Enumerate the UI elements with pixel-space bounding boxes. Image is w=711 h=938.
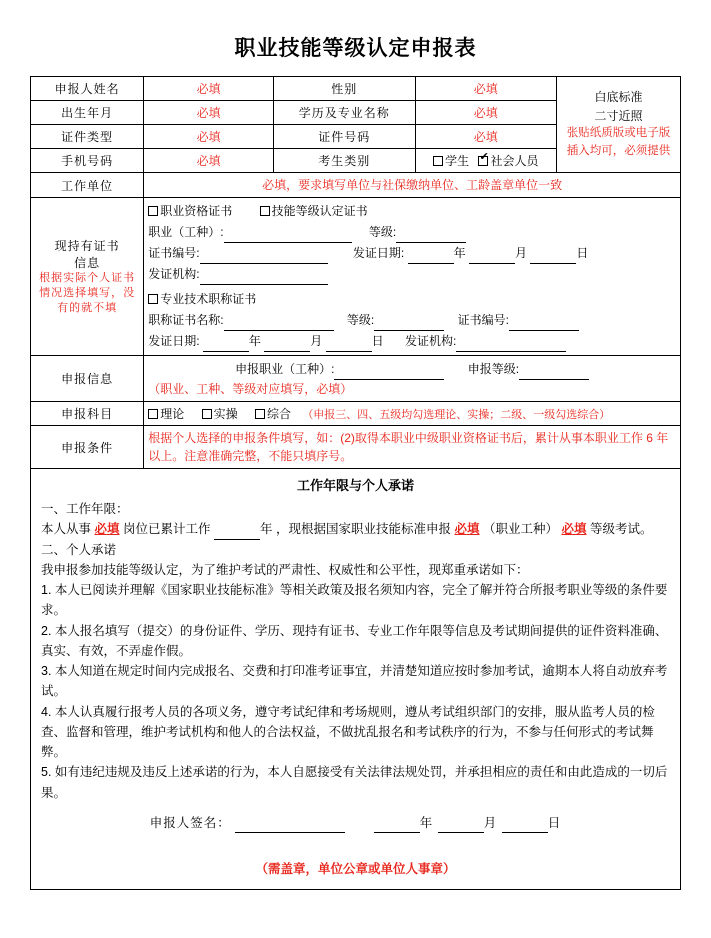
apply-condition-note[interactable]: 根据个人选择的申报条件填写，如：(2)取得本职业中级职业资格证书后，累计从事本职业工作 6 年以上。注意准确完整，不能只填序号。 bbox=[144, 426, 681, 469]
label-cert-issue-org: 发证机构: bbox=[148, 267, 200, 281]
photo-line1: 白底标准 bbox=[594, 90, 643, 105]
input-cert-issue-year[interactable] bbox=[408, 251, 454, 264]
label-title-issue-date: 发证日期: bbox=[148, 334, 200, 348]
label-birth: 出生年月 bbox=[31, 101, 144, 125]
apply-occupation-row bbox=[148, 359, 676, 380]
label-title-cert-name: 职称证书名称: bbox=[148, 313, 224, 327]
input-apply-level[interactable] bbox=[519, 367, 589, 380]
commitment-item-1: 1. 本人已阅读并理解《国家职业技能标准》等相关政策及报名须知内容，完全了解并符合所报考职业等级的条件要求。 bbox=[41, 583, 668, 618]
work-years-text-d: （职业工种） bbox=[483, 522, 559, 537]
checkbox-icon-theory[interactable] bbox=[148, 409, 158, 419]
input-title-issue-month[interactable] bbox=[264, 339, 310, 352]
value-id-type[interactable]: 必填 bbox=[144, 125, 274, 149]
input-work-years[interactable] bbox=[214, 527, 260, 540]
work-years-heading: 一、工作年限： bbox=[41, 502, 129, 517]
label-cert-info-note: 根据实际个人证书情况选择填写，没有的就不填 bbox=[39, 272, 136, 314]
unit-month: 月 bbox=[514, 246, 527, 260]
cert-number-row bbox=[148, 243, 676, 264]
apply-subject-note: （申报三、四、五级均勾选理论、实操；二级、一级勾选综合） bbox=[302, 409, 611, 421]
cert-info-block bbox=[144, 198, 681, 356]
value-name[interactable]: 必填 bbox=[144, 77, 274, 101]
checkbox-social[interactable] bbox=[478, 154, 538, 168]
checkbox-icon-comprehensive[interactable] bbox=[255, 409, 265, 419]
unit-month-2: 月 bbox=[310, 334, 323, 348]
input-cert-issue-org[interactable] bbox=[200, 272, 328, 285]
table-row-work-unit bbox=[31, 173, 681, 198]
checkbox-label-social: 社会人员 bbox=[490, 154, 539, 168]
label-gender: 性别 bbox=[273, 77, 415, 101]
value-education[interactable]: 必填 bbox=[415, 101, 557, 125]
photo-note: 张贴纸质版或电子版插入均可，必须提供 bbox=[566, 127, 671, 158]
input-cert-issue-day[interactable] bbox=[530, 251, 576, 264]
work-years-text-a: 本人从事 bbox=[41, 522, 92, 537]
checkbox-icon-social-checked[interactable] bbox=[478, 156, 488, 166]
checkbox-icon-student[interactable] bbox=[433, 156, 443, 166]
checkbox-label-theory: 理论 bbox=[160, 407, 185, 421]
work-years-text-e: 等级考试。 bbox=[590, 522, 653, 537]
table-row-cert-info bbox=[31, 198, 681, 356]
page-title: 职业技能等级认定申报表 bbox=[234, 36, 477, 60]
commitment-section bbox=[30, 469, 681, 890]
label-cert-issue-date: 发证日期: bbox=[352, 246, 405, 260]
apply-info-note: （职业、工种、等级对应填写，必填） bbox=[148, 382, 353, 396]
checkbox-student[interactable] bbox=[433, 154, 469, 168]
input-title-cert-name[interactable] bbox=[224, 318, 334, 331]
checkbox-icon-skill[interactable] bbox=[260, 206, 270, 216]
title-cert-date-row bbox=[148, 331, 676, 352]
checkbox-icon-practice[interactable] bbox=[202, 409, 212, 419]
input-title-level[interactable] bbox=[374, 318, 444, 331]
sign-unit-day: 日 bbox=[547, 815, 562, 830]
label-title-level: 等级: bbox=[346, 313, 375, 327]
label-cert-info-main: 现持有证书 bbox=[54, 239, 120, 254]
input-title-issue-org[interactable] bbox=[456, 339, 566, 352]
sign-unit-year: 年 bbox=[419, 815, 434, 830]
input-cert-issue-month[interactable] bbox=[469, 251, 515, 264]
photo-cell bbox=[557, 77, 681, 173]
value-gender[interactable]: 必填 bbox=[415, 77, 557, 101]
value-id-number[interactable]: 必填 bbox=[415, 125, 557, 149]
checkbox-theory[interactable] bbox=[148, 407, 184, 421]
unit-day-2: 日 bbox=[371, 334, 384, 348]
checkbox-label-vocational: 职业资格证书 bbox=[160, 204, 233, 218]
checkbox-label-practice: 实操 bbox=[213, 407, 238, 421]
checkbox-label-professional-title: 专业技术职称证书 bbox=[160, 292, 257, 306]
label-candidate-type: 考生类别 bbox=[273, 149, 415, 173]
input-apply-occupation[interactable] bbox=[334, 367, 444, 380]
label-id-type: 证件类型 bbox=[31, 125, 144, 149]
unit-year: 年 bbox=[453, 246, 466, 260]
label-work-unit: 工作单位 bbox=[31, 173, 144, 198]
label-cert-occupation: 职业（工种）: bbox=[148, 225, 224, 239]
cert-issue-org-row bbox=[148, 264, 676, 285]
signature-label: 申报人签名： bbox=[149, 815, 231, 830]
label-education: 学历及专业名称 bbox=[273, 101, 415, 125]
work-years-fill-1[interactable]: 必填 bbox=[94, 522, 120, 537]
input-cert-number[interactable] bbox=[200, 251, 328, 264]
work-years-unit: 年 bbox=[260, 522, 273, 537]
checkbox-label-skill: 技能等级认定证书 bbox=[271, 204, 368, 218]
title-cert-option-row bbox=[148, 289, 676, 310]
input-sign-day[interactable] bbox=[502, 820, 548, 833]
photo-line2: 二寸近照 bbox=[594, 108, 643, 123]
signature-row bbox=[41, 813, 670, 833]
checkbox-label-comprehensive: 综合 bbox=[266, 407, 291, 421]
commitment-item-4: 4. 本人认真履行报考人员的各项义务，遵守考试纪律和考场规则，遵从考试组织部门的安排，服从监考人员的检查、监督和管理，维护考试机构和他人的合法权益，不做扰乱报名和考试秩序的行为，不参与任何形式的考试舞弊。 bbox=[41, 704, 655, 760]
application-form-table bbox=[30, 76, 681, 469]
label-apply-level: 申报等级: bbox=[467, 362, 520, 376]
candidate-type-options bbox=[415, 149, 557, 173]
label-cert-info-sub: 信息 bbox=[74, 256, 101, 271]
table-row-apply-condition bbox=[31, 426, 681, 469]
input-cert-occupation[interactable] bbox=[224, 230, 352, 243]
commitment-item-3: 3. 本人知道在规定时间内完成报名、交费和打印准考证事宜，并清楚知道应按时参加考试，逾期本人将自动放弃考试。 bbox=[41, 664, 668, 699]
commitment-item-2: 2. 本人报名填写（提交）的身份证件、学历、现持有证书、专业工作年限等信息及考试期间提供的证件资料准确、真实、有效，不弄虚作假。 bbox=[41, 623, 668, 658]
label-id-number: 证件号码 bbox=[273, 125, 415, 149]
value-work-unit[interactable]: 必填，要求填写单位与社保缴纳单位、工龄盖章单位一致 bbox=[144, 173, 681, 198]
label-apply-info: 申报信息 bbox=[31, 356, 144, 402]
work-years-text-c: ，现根据国家职业技能标准申报 bbox=[276, 522, 452, 537]
label-phone: 手机号码 bbox=[31, 149, 144, 173]
label-cert-number: 证书编号: bbox=[148, 246, 200, 260]
input-cert-level[interactable] bbox=[396, 230, 466, 243]
checkbox-icon-professional-title[interactable] bbox=[148, 294, 158, 304]
checkbox-icon-vocational[interactable] bbox=[148, 206, 158, 216]
input-title-issue-year[interactable] bbox=[203, 339, 249, 352]
label-cert-info bbox=[31, 198, 144, 356]
value-phone[interactable]: 必填 bbox=[144, 149, 274, 173]
label-name: 申报人姓名 bbox=[31, 77, 144, 101]
checkbox-label-student: 学生 bbox=[445, 154, 470, 168]
label-apply-condition: 申报条件 bbox=[31, 426, 144, 469]
work-years-fill-2[interactable]: 必填 bbox=[454, 522, 480, 537]
title-cert-name-row bbox=[148, 310, 676, 331]
cert-occupation-row bbox=[148, 222, 676, 243]
checkbox-professional-title-cert[interactable] bbox=[148, 292, 256, 306]
input-sign-month[interactable] bbox=[438, 820, 484, 833]
cert-type-options bbox=[148, 201, 676, 222]
label-title-cert-number: 证书编号: bbox=[457, 313, 509, 327]
table-row-name bbox=[31, 77, 681, 101]
work-years-fill-3[interactable]: 必填 bbox=[561, 522, 587, 537]
input-signature[interactable] bbox=[235, 820, 345, 833]
checkbox-skill-cert[interactable] bbox=[260, 204, 368, 218]
apply-subject-block bbox=[144, 402, 681, 426]
input-title-issue-day[interactable] bbox=[326, 339, 372, 352]
table-row-apply-info bbox=[31, 356, 681, 402]
checkbox-practice[interactable] bbox=[202, 407, 238, 421]
commitment-heading: 二、个人承诺 bbox=[41, 542, 117, 557]
unit-year-2: 年 bbox=[248, 334, 261, 348]
label-apply-occupation: 申报职业（工种）: bbox=[235, 362, 335, 376]
input-title-cert-number[interactable] bbox=[509, 318, 579, 331]
stamp-note: （需盖章，单位公章或单位人事章） bbox=[255, 862, 456, 877]
apply-info-block bbox=[144, 356, 681, 402]
checkbox-comprehensive[interactable] bbox=[255, 407, 291, 421]
commitment-title: 工作年限与个人承诺 bbox=[296, 478, 414, 493]
input-sign-year[interactable] bbox=[374, 820, 420, 833]
label-cert-level: 等级: bbox=[368, 225, 397, 239]
commitment-item-5: 5. 如有违纪违规及违反上述承诺的行为，本人自愿接受有关法律法规处罚，并承担相应的责任和由此造成的一切后果。 bbox=[41, 765, 668, 800]
unit-day: 日 bbox=[576, 246, 589, 260]
label-apply-subject: 申报科目 bbox=[31, 402, 144, 426]
sign-unit-month: 月 bbox=[483, 815, 498, 830]
commitment-intro: 我申报参加技能等级认定，为了维护考试的严肃性、权威性和公平性，现郑重承诺如下： bbox=[41, 562, 529, 577]
checkbox-vocational-cert[interactable] bbox=[148, 204, 232, 218]
work-years-text-b: 岗位已累计工作 bbox=[123, 522, 211, 537]
value-birth[interactable]: 必填 bbox=[144, 101, 274, 125]
label-title-issue-org: 发证机构: bbox=[405, 334, 457, 348]
table-row-apply-subject bbox=[31, 402, 681, 426]
work-years-sentence bbox=[41, 519, 670, 539]
